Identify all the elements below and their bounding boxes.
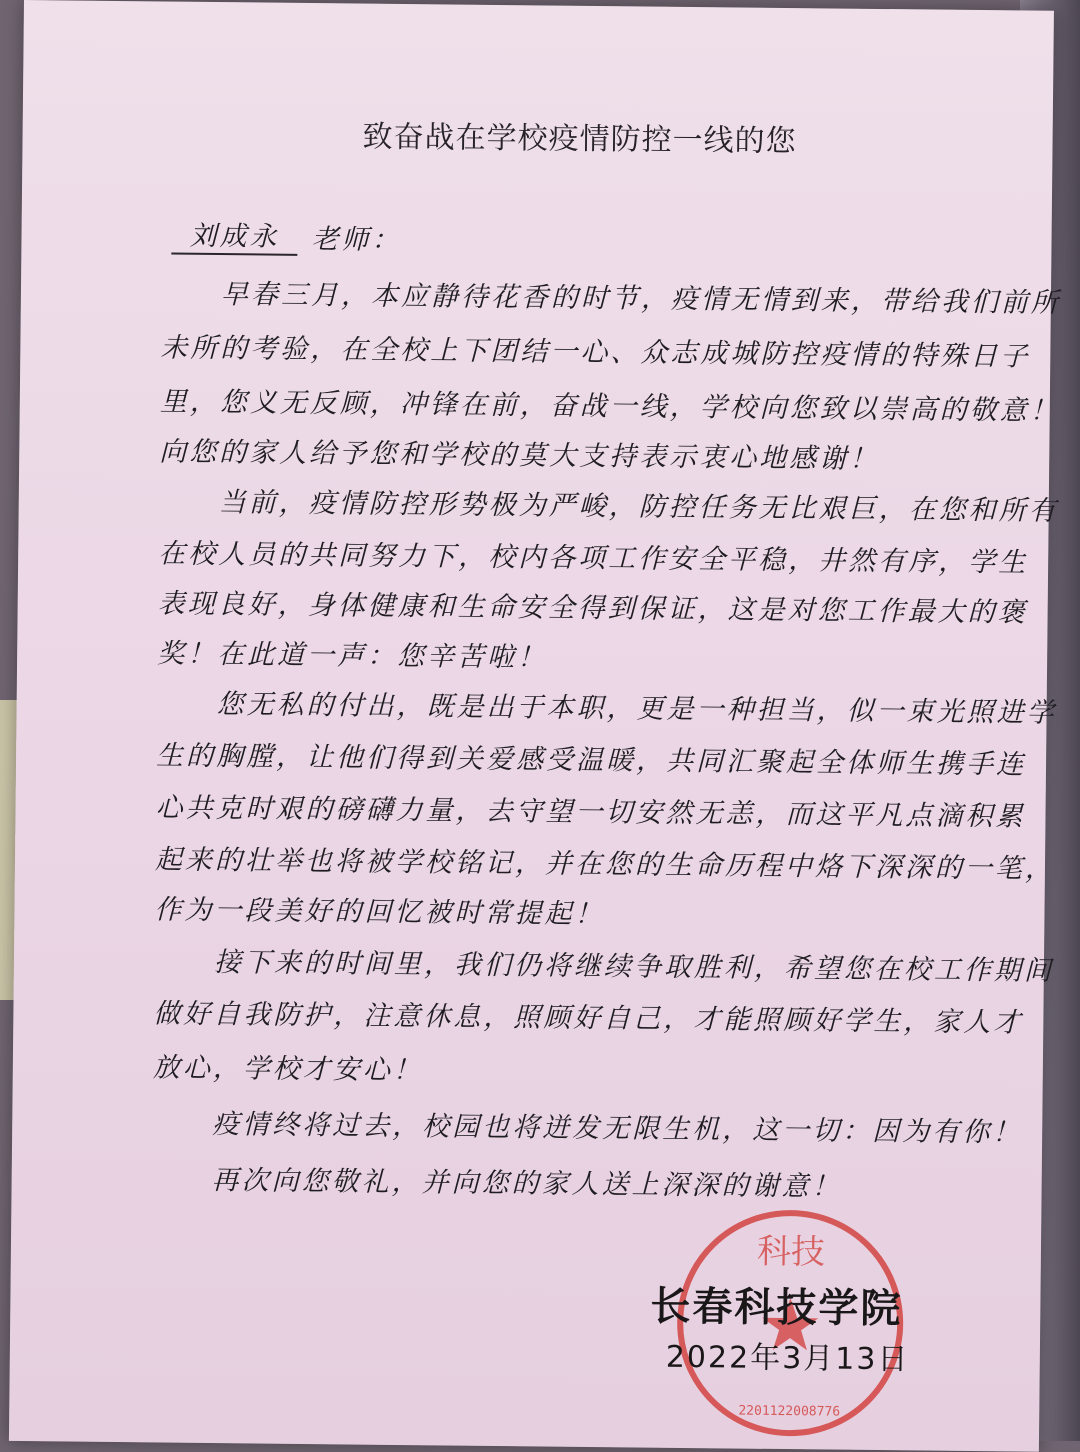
- body-line: 您无私的付出，既是出于本职，更是一种担当，似一束光照进学: [216, 689, 1057, 729]
- body-line: 未所的考验，在全校上下团结一心、众志成城防控疫情的特殊日子: [160, 332, 1031, 373]
- body-line: 放心，学校才安心！: [152, 1052, 423, 1087]
- recipient-suffix: 老师：: [311, 224, 402, 256]
- body-line: 表现良好，身体健康和生命安全得到保证，这是对您工作最大的褒: [157, 588, 1028, 629]
- body-line: 里，您义无反顾，冲锋在前，奋战一线，学校向您致以崇高的敬意！: [159, 386, 1060, 427]
- letter-title: 致奋战在学校疫情防控一线的您: [362, 119, 797, 160]
- body-line: 向您的家人给予您和学校的莫大支持表示衷心地感谢！: [159, 436, 880, 475]
- body-line: 早春三月，本应静待花香的时节，疫情无情到来，带给我们前所: [220, 279, 1062, 319]
- body-line: 在校人员的共同努力下，校内各项工作安全平稳，井然有序，学生: [158, 538, 1029, 579]
- body-line: 做好自我防护，注意休息，照顾好自己，才能照顾好学生，家人才: [153, 998, 1024, 1039]
- body-line: 心共克时艰的磅礴力量，去守望一切安然无恙，而这平凡点滴积累: [155, 792, 1026, 833]
- body-line: 再次向您敬礼，并向您的家人送上深深的谢意！: [211, 1165, 842, 1203]
- body-line: 接下来的时间里，我们仍将继续争取胜利，希望您在校工作期间: [213, 947, 1055, 987]
- salutation: [171, 214, 401, 257]
- seal-number: 2201122008776: [738, 1403, 841, 1420]
- body-line: 生的胸膛，让他们得到关爱感受温暖，共同汇聚起全体师生携手连: [155, 740, 1027, 781]
- body-line: 作为一段美好的回忆被时常提起！: [154, 894, 605, 931]
- body-line: 奖！在此道一声：您辛苦啦！: [156, 638, 548, 674]
- body-line: 当前，疫情防控形势极为严峻，防控任务无比艰巨，在您和所有: [218, 487, 1059, 527]
- letter-paper: [9, 0, 1062, 1452]
- signature: 长春科技学院: [650, 1283, 903, 1333]
- body-line: 疫情终将过去，校园也将迸发无限生机，这一切：因为有你！: [212, 1109, 1023, 1149]
- seal-top-text: 科技: [756, 1231, 826, 1273]
- letter-date: 2022年3月13日: [665, 1339, 910, 1378]
- recipient-name: 刘成永: [171, 214, 297, 256]
- body-line: 起来的壮举也将被学校铭记，并在您的生命历程中烙下深深的一笔，: [154, 844, 1056, 885]
- letter-body: [152, 271, 1062, 1203]
